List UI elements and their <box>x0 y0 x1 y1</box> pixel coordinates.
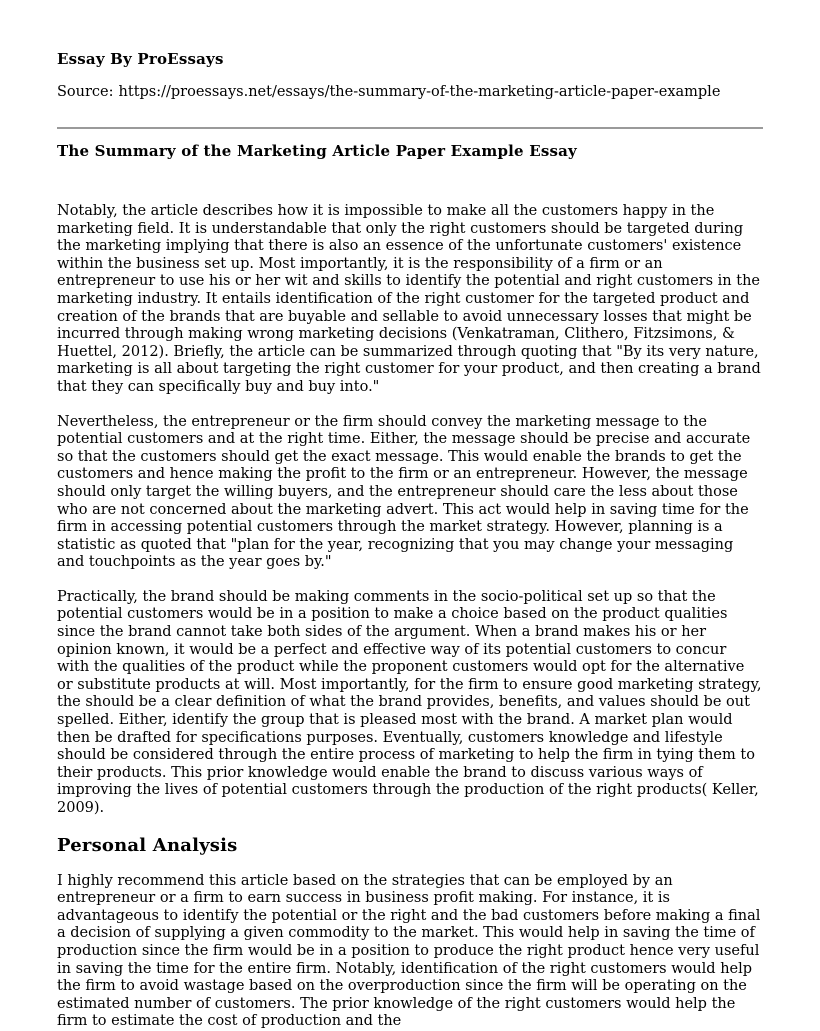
source-label: Source: <box>57 84 114 100</box>
summary-paragraph-2: Nevertheless, the entrepreneur or the firm should convey the marketing message to the potential customers and at the right time. Either, the message should be precise and accurate so that the customers should get the exact message. This would enable the brands to get the customers and hence making the profit to the firm or an entrepreneur. However, the message should only target the willing buyers, and the entrepreneur should care the less about those who are not concerned about the marketing advert. This act would help in saving time for the firm in accessing potential customers through the market strategy. However, planning is a statistic as quoted that "plan for the year, recognizing that you may change your messaging and touchpoints as the year goes by." <box>57 413 751 571</box>
summary-paragraph-3: Practically, the brand should be making comments in the socio-political set up so that the potential customers would be in a position to make a choice based on the product qualities since the brand cannot take both sides of the argument. When a brand makes his or her opinion known, it would be a perfect and effective way of its potential customers to concur with the qualities of the product while the proponent customers would opt for the alternative or substitute products at will. Most importantly, for the firm to ensure good marketing strategy, the should be a clear definition of what the brand provides, benefits, and values should be out spelled. Either, identify the group that is pleased most with the brand. A market plan would then be drafted for specifications purposes. Eventually, customers knowledge and lifestyle should be considered through the entire process of marketing to help the firm in tying them to their products. This prior knowledge would enable the brand to discuss various ways of improving the lives of potential customers through the production of the right products( Keller, 2009). <box>57 588 762 816</box>
analysis-paragraph-1: I highly recommend this article based on the strategies that can be employed by an entrepreneur or a firm to earn success in business profit making. For instance, it is advantageous to identify the potential or the right and the bad customers before making a final a decision of supplying a given commodity to the market. This would help in saving the time of production since the firm would be in a position to produce the right product hence very useful in saving the time for the entire firm. Notably, identification of the right customers would help the firm to avoid wastage based on the overproduction since the firm will be operating on the estimated number of customers. The prior knowledge of the right customers would help the firm to estimate the cost of production and the <box>57 872 761 1030</box>
summary-paragraph-1: Notably, the article describes how it is impossible to make all the customers happy in the marketing field. It is understandable that only the right customers should be targeted during the marketing implying that there is also an essence of the unfortunate customers' existence within the business set up. Most importantly, it is the responsibility of a firm or an entrepreneur to use his or her wit and skills to identify the potential and right customers in the marketing industry. It entails identification of the right customer for the targeted product and creation of the brands that are buyable and sellable to avoid unnecessary losses that might be incurred through making wrong marketing decisions (Venkatraman, Clithero, Fitzsimons, & Huettel, 2012). Briefly, the article can be summarized through quoting that "By its very nature, marketing is all about targeting the right customer for your product, and then creating a brand that they can specifically buy and buy into." <box>57 203 761 395</box>
source-line <box>57 83 763 101</box>
essay-title: The Summary of the Marketing Article Paper Example Essay <box>57 142 577 160</box>
personal-analysis-heading: Personal Analysis <box>57 834 238 856</box>
divider <box>57 127 763 129</box>
brand-line: Essay By ProEssays <box>57 50 224 68</box>
source-url: https://proessays.net/essays/the-summary-of-the-marketing-article-paper-example <box>118 84 721 100</box>
